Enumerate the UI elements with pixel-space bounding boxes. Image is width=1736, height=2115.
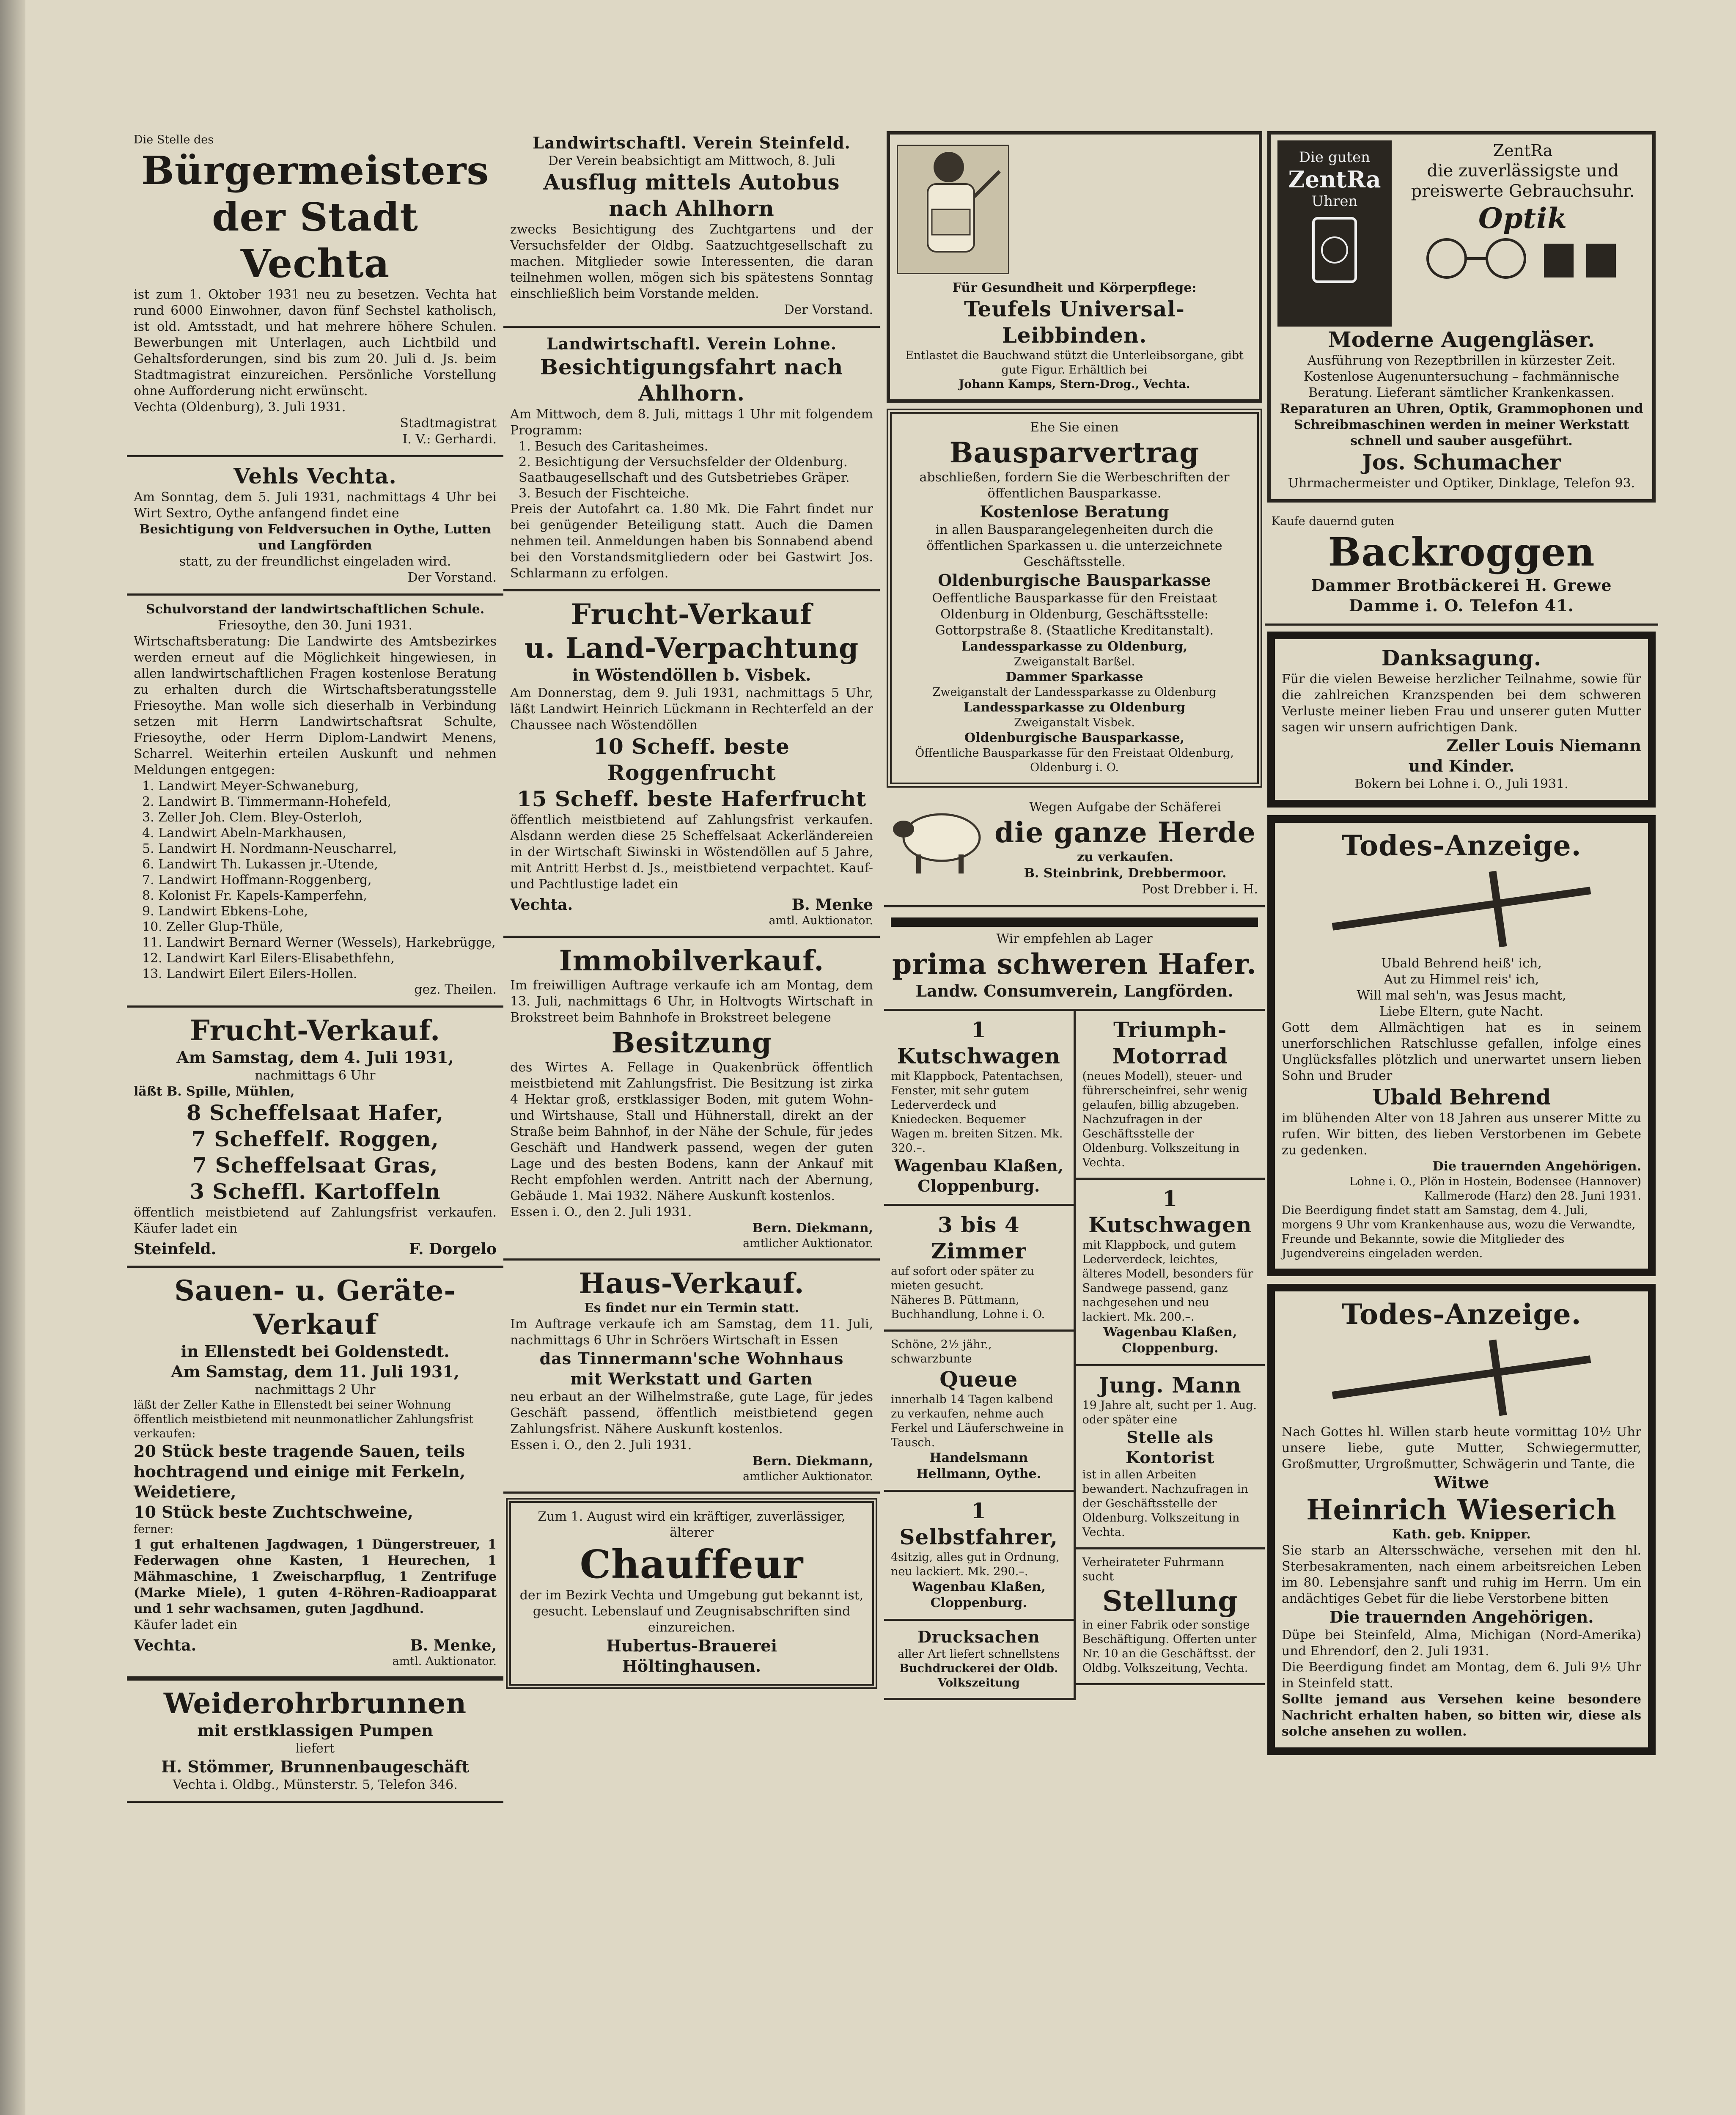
ad-title: Backroggen [1328,529,1595,575]
ad-title: Stellung [1102,1585,1238,1618]
ad-schulvorstand [127,596,503,1008]
ad-body: öffentlich meistbietend auf Zahlungsfrist verkaufen. Käufer ladet ein [134,1205,497,1236]
ad-firm: Wagenbau Klaßen, Cloppenburg. [894,1156,1063,1195]
glasses-icon [1400,235,1637,282]
ad-backroggen [1265,508,1658,626]
ad-signature-row [510,896,873,914]
ad-date: Am Samstag, dem 11. Juli 1931, [170,1362,459,1381]
ad-zimmer [884,1206,1074,1332]
ad-title: Frucht-Verkauf [571,598,813,631]
ad-pretitle: Ehe Sie einen [1030,420,1119,435]
ad-body: ist zum 1. Oktober 1931 neu zu besetzen. Vechta hat rund 6000 Einwohner, davon fünf Sechstel katholisch, ist old. Amtsstadt, und hat mehrere höhere Schulen. Bewerbungen mit Unterlagen, auch Lichtbild und Gehaltsforderungen, sind bis zum 20. Juli d. Js. beim Stadtmagistrat einzureichen. Persönliche Vorstellung ohne Aufforderung nicht erwünscht. [134,287,497,398]
list-item: 9. Landwirt Ebkens-Lohe, [142,904,308,919]
ad-body: Zweiganstalt der Landessparkasse zu Oldenburg [932,686,1217,699]
optik-logo: Optik [1478,202,1567,235]
ad-subtitle: zu verkaufen. [1077,850,1173,865]
ad-body: Reparaturen an Uhren, Optik, Grammophonen und Schreibmaschinen werden in meiner Werkstatt schnell und sauber ausgeführt. [1280,401,1643,448]
ad-pretitle: Kaufe dauernd guten [1272,515,1395,528]
ad-title: prima schweren Hafer. [892,948,1257,981]
poem-line: Ubald Behrend heiß' ich, [1381,956,1542,971]
deceased-name: Heinrich Wieserich [1306,1493,1617,1526]
zentra-header [1277,140,1645,327]
ad-wostendollen [503,591,880,938]
ad-dateline: Friesoythe, den 30. Juni 1931. [218,618,412,633]
ad-headline: mit Werkstatt und Garten [570,1369,813,1388]
ad-body: der im Bezirk Vechta und Umgebung gut bekannt ist, gesucht. Lebenslauf und Zeugnisabschriften sind einzureichen. [519,1588,864,1635]
ad-body: 19 Jahre alt, sucht per 1. Aug. oder später eine [1082,1399,1257,1426]
ad-body: öffentlich meistbietend auf Zahlungsfrist verkaufen. Alsdann werden diese 25 Scheffelsaat Ackerländereien in der Wirtschaft Siwinski in Wöstendöllen auf 5 Jahre, mit Antritt Herbst d. Js., meistbietend verpachtet. Kauf- und Pachtlustige ladet ein [510,813,873,892]
ad-title: Haus-Verkauf. [579,1267,805,1300]
ad-time: nachmittags 6 Uhr [255,1068,376,1083]
ad-queue [884,1332,1074,1492]
ad-signature: F. Dorgelo [409,1240,497,1258]
ad-pretitle: Schöne, 2½ jähr., schwarzbunte [891,1338,992,1365]
ad-signature: I. V.: Gerhardi. [402,432,497,447]
ad-title: Vehls Vechta. [233,464,397,489]
ad-body: Witwe [1434,1473,1489,1492]
ad-firm: Dammer Brotbäckerei H. Grewe [1311,576,1612,595]
ad-body: Sollte jemand aus Versehen keine besondere Nachricht erhalten haben, so bitten wir, diese als solche ansehen zu wollen. [1282,1692,1641,1739]
ad-title: Bürgermeisters [141,148,489,193]
ad-signature: und Kinder. [1408,756,1515,775]
ad-signature-row [134,1240,497,1258]
ad-body: abschließen, fordern Sie die Werbeschriften der öffentlichen Bausparkasse. [919,470,1230,501]
ad-kutschwagen-2 [1076,1180,1265,1366]
ad-item: 8 Scheffelsaat Hafer, [186,1100,444,1125]
list-item: 10. Zeller Glup-Thüle, [142,920,283,934]
ad-body: läßt der Zeller Kathe in Ellenstedt bei seiner Wohnung öffentlich meistbietend mit neunmonatlicher Zahlungsfrist verkaufen: [134,1398,474,1440]
ad-herde [884,794,1265,907]
ad-chauffeur [506,1498,877,1689]
ad-body: Preis der Autofahrt ca. 1.80 Mk. Die Fahrt findet nur bei genügender Beteiligung statt. Auch die Damen nehmen teil. Anmeldungen haben bis Sonnabend abend bei den Vorstandsmitgliedern oder bei Gastwirt Jos. Schlarmann zu erfolgen. [510,502,873,581]
ad-fruchtverkauf [127,1008,503,1268]
ad-triumph [1076,1011,1265,1180]
ad-title: Drucksachen [917,1627,1040,1646]
ad-signature: amtlicher Auktionator. [743,1470,873,1483]
ad-headline: Stelle als Kontorist [1126,1428,1215,1467]
ad-title: Chauffeur [580,1541,804,1587]
ad-title: Weiderohrbrunnen [163,1687,467,1720]
ad-sauen [127,1268,503,1678]
ad-subtitle: Es findet nur ein Termin statt. [584,1301,799,1316]
ad-body: Der Verein beabsichtigt am Mittwoch, 8. Juli [548,154,835,168]
ad-body: Am Mittwoch, dem 8. Juli, mittags 1 Uhr mit folgendem Programm: [510,407,873,438]
ad-jungmann [1076,1366,1265,1549]
list-item: 5. Landwirt H. Nordmann-Neuscharrel, [142,841,397,856]
ad-time: nachmittags 2 Uhr [255,1382,376,1397]
divider [891,917,1258,927]
woman-illustration [897,145,1009,274]
ad-body: Zweiganstalt Visbek. [1014,716,1135,729]
ad-signature: Der Vorstand. [407,570,497,585]
ad-title: 1 Kutschwagen [1088,1186,1252,1237]
list-item: 1. Landwirt Meyer-Schwaneburg, [142,779,359,794]
logo-text: ZentRa [1288,166,1381,193]
list-item: 8. Kolonist Fr. Kapels-Kamperfehn, [142,888,367,903]
ad-body: Nach Gottes hl. Willen starb heute vormittag 10½ Uhr unsere liebe, gute Mutter, Schwiegermutter, Großmutter, Urgroßmutter, Schwägerin und Tante, die [1282,1425,1641,1472]
list-item: 6. Landwirt Th. Lukassen jr.-Utende, [142,857,378,872]
ad-headline: Kostenlose Beratung [980,502,1169,521]
ad-firm: Höltinghausen. [622,1656,761,1676]
ad-headline: Moderne Augengläser. [1328,327,1595,352]
ad-pretitle: Für Gesundheit und Körperpflege: [952,280,1197,295]
ad-signature: Bern. Diekmann, [752,1454,873,1469]
ad-signature: Die trauernden Angehörigen. [1329,1607,1594,1626]
ad-item: 7 Scheffelsaat Gras, [192,1153,438,1178]
ad-body: Käufer ladet ein [134,1618,238,1632]
ad-signature: Zeller Louis Niemann [1446,736,1641,755]
ad-signature: Stadtmagistrat [400,416,497,431]
watch-icon [1301,210,1368,294]
ad-body: Sie starb an Altersschwäche, versehen mit den hl. Sterbesakramenten, nach einem arbeitsreichen Leben im 80. Lebensjahre sanft und ruhig im Herrn. Um ein andächtiges Gebet für die liebe Verstorbene bitten [1282,1543,1641,1606]
ad-tagline: preiswerte Gebrauchsuhr. [1411,181,1635,201]
ad-signature: B. Menke, [410,1637,497,1654]
ad-title: Todes-Anzeige. [1341,1298,1582,1331]
program-list [510,439,873,501]
ad-firm: Jos. Schumacher [1362,450,1561,475]
ad-kutschwagen [884,1011,1074,1206]
ad-place: in Wöstendöllen b. Visbek. [572,665,811,684]
ad-firm: Wagenbau Klaßen, Cloppenburg. [1103,1325,1237,1356]
ad-title: Triumph-Motorrad [1112,1017,1228,1068]
ad-title: Queue [939,1367,1018,1392]
ad-body: Zum 1. August wird ein kräftiger, zuverlässiger, älterer [538,1509,846,1540]
page-binding-edge [0,0,25,2115]
ad-body: zwecks Besichtigung des Zuchtgartens und der Versuchsfelder der Oldbg. Saatzuchtgesellschaft zu machen. Mitglieder sowie Interessenten, die daran teilnehmen wollen, mögen sich bis spätestens Sonntag einschließlich beim Vorstande melden. [510,222,873,301]
ad-title: 1 Selbstfahrer, [899,1498,1058,1549]
column-1 [127,127,503,1803]
ad-signature: amtl. Auktionator. [769,914,873,927]
ad-body: mit Klappbock, und gutem Lederverdeck, leichtes, älteres Modell, besonders für Sandwege passend, ganz nachgesehen und neu lackiert. Mk. 200.–. [1082,1239,1253,1324]
ad-body: Im freiwilligen Auftrage verkaufe ich am Montag, dem 13. Juli, nachmittags 6 Uhr, in Holtvogts Wirtschaft in Brokstreet beim Bahnhofe in Brokstreet belegene [510,978,873,1025]
list-item: 4. Landwirt Abeln-Markhausen, [142,826,347,841]
herde-layout [891,799,1258,898]
ad-hafer [884,907,1265,1011]
ad-item: 10 Stück beste Zuchtschweine, [134,1502,413,1522]
ad-dateline: Lohne i. O., Plön in Hostein, Bodensee (Hannover) Kallmerode (Harz) den 28. Juni 1931. [1349,1175,1641,1203]
ad-dateline: Bokern bei Lohne i. O., Juli 1931. [1354,777,1568,791]
ad-item: 15 Scheff. beste Haferfrucht [516,786,867,811]
ad-headline: das Tinnermann'sche Wohnhaus [539,1349,844,1368]
ad-headline: Besichtigung von Feldversuchen in Oythe, Lutten und Langförden [139,522,491,553]
ad-address: Post Drebber i. H. [1142,882,1258,897]
ad-date: Am Samstag, dem 4. Juli 1931, [176,1048,454,1067]
ad-body: im blühenden Alter von 18 Jahren aus unserer Mitte zu rufen. Wir bitten, des lieben Verstorbenen im Gebete zu gedenken. [1282,1111,1641,1158]
ad-hausverkauf [503,1261,880,1494]
column-2 [503,127,880,1695]
ad-firm: Johann Kamps, Stern-Drog., Vechta. [959,378,1190,391]
ad-subtitle: mit erstklassigen Pumpen [197,1721,433,1740]
ad-signature-row [134,1637,497,1654]
ad-verein-steinfeld [503,127,880,328]
ad-place: Vechta. [510,896,573,914]
ad-address: Uhrmachermeister und Optiker, Dinklage, Telefon 93. [1288,476,1635,491]
ad-body: in allen Bausparangelegenheiten durch die öffentlichen Sparkassen u. die unterzeichnete Geschäftsstelle. [926,522,1222,569]
ad-dateline: Vechta (Oldenburg), 3. Juli 1931. [134,400,346,415]
ad-pretitle: Verheirateter Fuhrmann sucht [1082,1556,1224,1583]
ad-firm: Buchdruckerei der Oldb. Volkszeitung [899,1662,1058,1689]
list-item: 2. Landwirt B. Timmermann-Hohefeld, [142,794,392,809]
ad-body: Näheres B. Püttmann, Buchhandlung, Lohne i. O. [891,1294,1045,1321]
ad-body: in einer Fabrik oder sonstige Beschäftigung. Offerten unter Nr. 10 an die Geschäftsst. der Oldbg. Volkszeitung, Vechta. [1082,1618,1257,1675]
ad-body: Öffentliche Bausparkasse für den Freistaat Oldenburg, Oldenburg i. O. [915,747,1234,774]
ad-signature: amtlicher Auktionator. [743,1237,873,1250]
logo-text: Uhren [1311,193,1358,210]
ad-body: neu erbaut an der Wilhelmstraße, gute Lage, für jedes Geschäft passend, öffentlich meistbietend gegen Zahlungsfrist. Nähere Auskunft kostenlos. [510,1390,873,1437]
ad-teufels [887,131,1262,403]
ad-body: (neues Modell), steuer- und führerscheinfrei, sehr wenig gelaufen, billig abzugeben. Nachzufragen in der Geschäftsstelle der Oldenburg. Volkszeitung in Vechta. [1082,1070,1248,1169]
ad-body: mit Klappbock, Patentachsen, Fenster, mit sehr gutem Lederverdeck und Kniedecken. Bequemer Wagen m. breiten Sitzen. Mk. 320.–. [891,1070,1063,1155]
list-item: 7. Landwirt Hoffmann-Roggenberg, [142,873,372,887]
ad-body: auf sofort oder später zu mieten gesucht. [891,1265,1034,1292]
ad-body: Im Auftrage verkaufe ich am Samstag, dem 11. Juli, nachmittags 6 Uhr in Schröers Wirtschaft in Essen [510,1317,873,1348]
ad-drucksachen [884,1621,1074,1700]
ad-title: Verkauf [253,1308,377,1341]
ad-firm: Wagenbau Klaßen, Cloppenburg. [912,1579,1046,1610]
ad-title: Teufels Universal-Leibbinden. [964,297,1185,348]
ad-place: Steinfeld. [134,1240,217,1258]
ad-body: innerhalb 14 Tagen kalbend zu verkaufen, nehme auch Ferkel und Läuferschweine in Tausch. [891,1393,1064,1449]
ad-firm: Landw. Consumverein, Langförden. [915,981,1233,1000]
ad-todesanzeige-2 [1267,1284,1656,1755]
ad-body: liefert [295,1741,335,1756]
ad-body: Zweiganstalt Barßel. [1014,655,1135,668]
ad-firm: Handelsmann Hellmann, Oythe. [916,1450,1041,1481]
list-item: 13. Landwirt Eilert Eilers-Hollen. [142,967,357,981]
logo-text: Die guten [1299,149,1371,166]
ad-signature: amtl. Auktionator. [392,1655,497,1668]
ad-stellung [1076,1549,1265,1685]
ad-body: 1 gut erhaltenen Jagdwagen, 1 Düngerstreuer, 1 Federwagen ohne Kasten, 1 Heurechen, 1 Mähmaschine, 1 Zweischarpflug, 1 Zentrifuge (Marke Miele), 1 guten 4-Röhren-Radioapparat und 1 sehr wachsamen, guten Jagdhund. [134,1537,497,1616]
small-ads-grid [884,1011,1265,1700]
ad-body: ferner: [134,1523,174,1536]
ad-body: aller Art liefert schnellstens [898,1648,1060,1661]
small-ads-left [884,1011,1076,1700]
ad-place: läßt B. Spille, Mühlen, [134,1084,295,1099]
ad-zentra [1267,131,1656,503]
list-item: 3. Besuch der Fischteiche. [519,486,689,501]
ad-org: Oldenburgische Bausparkasse, [964,731,1185,745]
ad-body: 4sitzig, alles gut in Ordnung, neu lackiert. Mk. 290.–. [891,1551,1060,1578]
ad-title: Frucht-Verkauf. [190,1014,441,1047]
ad-org: Dammer Sparkasse [1005,670,1143,684]
ad-item: 20 Stück beste tragende Sauen, teils hochtragend und einige mit Ferkeln, Weidetiere, [134,1442,466,1501]
farmer-list [134,778,497,982]
ad-signature: B. Menke [791,896,873,914]
sheep-illustration [891,799,992,876]
cross-icon [1299,1335,1624,1420]
ad-address: Damme i. O. Telefon 41. [1349,596,1574,615]
poem-line: Liebe Eltern, gute Nacht. [1379,1004,1544,1019]
ad-title: Jung. Mann [1099,1373,1242,1398]
ad-signature: gez. Theilen. [414,982,497,997]
ad-title: 3 bis 4 Zimmer [931,1212,1027,1264]
ad-vehls [127,457,503,596]
ad-body: Oeffentliche Bausparkasse für den Freistaat Oldenburg in Oldenburg, Geschäftsstelle: Gottorpstraße 8. (Staatliche Kreditanstalt). [932,591,1217,638]
ad-body: des Wirtes A. Fellage in Quakenbrück öffentlich meistbietend mit Zahlungsfrist. Die Besitzung ist zirka 4 Hektar groß, erstklassiger Boden, mit gutem Wohn- und Wirtshause, Stall und Hühnerstall, direkt an der Straße beim Bahnhof, in der Nähe der Schule, für jedes Geschäft und Handwerk passend, wegen der guten Lage und des besten Bodens, kann der Ankauf mit Recht empfohlen werden. Antritt nach der Abernung, Gebäude 1. Mai 1932. Nähere Auskunft kostenlos. [510,1060,873,1203]
poem-line: Aut zu Himmel reis' ich, [1384,972,1539,987]
ad-immobilverkauf [503,938,880,1261]
ad-dateline: Essen i. O., den 2. Juli 1931. [510,1438,692,1453]
ad-dateline: Düpe bei Steinfeld, Alma, Michigan (Nord-Amerika) und Ehrendorf, den 2. Juli 1931. [1282,1628,1641,1659]
ad-item: 10 Scheff. beste Roggenfrucht [593,734,790,785]
ad-title: Bausparvertrag [949,436,1200,469]
ad-title: Schulvorstand der landwirtschaftlichen Schule. [146,602,485,617]
deceased-name: Ubald Behrend [1372,1085,1551,1110]
cross-icon [1299,867,1624,951]
ad-body: Gott dem Allmächtigen hat es in seinem unerforschlichen Ratschlusse gefallen, infolge eines Unglücksfalles plötzlich und unerwartet unsern lieben Sohn und Bruder [1282,1020,1641,1083]
ad-headline: Ausflug mittels Autobus [543,170,840,195]
ad-body: Am Sonntag, dem 5. Juli 1931, nachmittags 4 Uhr bei Wirt Sextro, Oythe anfangend findet eine [134,490,497,521]
ad-pretitle: Wir empfehlen ab Lager [996,931,1153,946]
ad-title: 1 Kutschwagen [897,1017,1060,1068]
list-item: 12. Landwirt Karl Eilers-Elisabethfehn, [142,951,395,966]
ad-weiderohr [127,1678,503,1803]
ad-selbstfahrer [884,1492,1074,1621]
ad-place: in Ellenstedt bei Goldenstedt. [181,1342,450,1361]
ad-todesanzeige-1 [1267,815,1656,1276]
ad-signature: Die trauernden Angehörigen. [1432,1159,1641,1174]
ad-signature: Bern. Diekmann, [752,1221,873,1236]
ad-firm: B. Steinbrink, Drebbermoor. [1024,866,1227,881]
ad-title: Landwirtschaftl. Verein Lohne. [546,334,837,353]
ad-bausparvertrag [887,409,1262,788]
ad-body: Ausführung von Rezeptbrillen in kürzester Zeit. Kostenlose Augenuntersuchung – fachmännische Beratung. Lieferant sämtlicher Krankenkassen. [1303,353,1620,400]
ad-body: Entlastet die Bauchwand stützt die Unterleibsorgane, gibt gute Figur. Erhältlich bei [905,349,1244,376]
ad-pretitle: Wegen Aufgabe der Schäferei [1029,800,1221,815]
list-item: 1. Besuch des Caritasheimes. [519,439,709,454]
list-item: 11. Landwirt Bernard Werner (Wessels), Harkebrügge, [142,935,496,950]
ad-title: Landwirtschaftl. Verein Steinfeld. [533,133,851,152]
ad-title: Immobilverkauf. [559,944,824,977]
ad-body: Die Beerdigung findet statt am Samstag, dem 4. Juli, morgens 9 Uhr vom Krankenhause aus, wozu die Verwandte, Freunde und Bekannte, sowie die Mitglieder des Jugendvereins eingeladen werden. [1282,1204,1636,1260]
list-item: 2. Besichtigung der Versuchsfelder der Oldenburg. Saatbaugesellschaft und des Gutsbetriebes Gräper. [519,455,850,485]
ad-body: ist in allen Arbeiten bewandert. Nachzufragen in der Geschäftsstelle der Oldenburg. Volkszeitung in Vechta. [1082,1468,1248,1539]
ad-title: Sauen- u. Geräte- [174,1274,456,1307]
column-4 [1265,127,1658,1763]
ad-title: der Stadt Vechta [212,194,418,286]
poem-line: Will mal seh'n, was Jesus macht, [1357,988,1566,1003]
ad-body: Wirtschaftsberatung: Die Landwirte des Amtsbezirkes werden erneut auf die Möglichkeit hingewiesen, in allen landwirtschaftlichen Fragen kostenlose Beratung zu erhalten durch die Wirtschaftsberatungsstelle Friesoythe. Man wolle sich dieserhalb in Verbindung setzen mit Herrn Landwirtschaftsrat Schulte, Friesoythe, oder Herrn Diplom-Landwirt Menens, Scharrel. Weiterhin erteilen Auskunft und nehmen Meldungen entgegen: [134,634,497,777]
ad-danksagung [1267,632,1656,808]
ad-item: 3 Scheffl. Kartoffeln [190,1179,441,1204]
zentra-logo [1277,140,1392,327]
brand-name: ZentRa [1493,141,1553,160]
ad-headline: nach Ahlhorn [609,196,775,221]
ad-verein-lohne [503,328,880,591]
ad-org: Landessparkasse zu Oldenburg [963,700,1186,715]
ad-body: Die Beerdigung findet am Montag, dem 6. Juli 9½ Uhr in Steinfeld statt. [1282,1660,1641,1691]
ad-body: statt, zu der freundlichst eingeladen wird. [179,554,451,569]
ad-item: 7 Scheffelf. Roggen, [191,1126,439,1151]
ad-title: u. Land-Verpachtung [524,632,859,665]
column-3 [884,127,1265,1700]
list-item: 3. Zeller Joh. Clem. Bley-Osterloh, [142,810,363,825]
ad-headline: Besichtigungsfahrt nach Ahlhorn. [540,354,843,406]
ad-title: Todes-Anzeige. [1341,829,1582,862]
ad-place: Vechta. [134,1637,197,1654]
ad-body: Am Donnerstag, dem 9. Juli 1931, nachmittags 5 Uhr, läßt Landwirt Heinrich Lückmann in Rechterfeld an der Chaussee nach Wöstendöllen [510,686,873,733]
ad-pretitle: Die Stelle des [134,133,214,146]
ad-firm: Hubertus-Brauerei [606,1636,777,1655]
small-ads-right [1076,1011,1265,1700]
ad-org: Oldenburgische Bausparkasse [938,571,1211,590]
ad-buergermeister [127,127,503,457]
ad-title: Danksagung. [1381,645,1542,670]
ad-firm: H. Stömmer, Brunnenbaugeschäft [161,1757,470,1776]
ad-signature: Der Vorstand. [784,302,873,317]
ad-org: Landessparkasse zu Oldenburg, [961,639,1188,654]
ad-address: Vechta i. Oldbg., Münsterstr. 5, Telefon 346. [173,1777,458,1792]
ad-headline: Besitzung [611,1026,772,1059]
ad-dateline: Essen i. O., den 2. Juli 1931. [510,1205,692,1220]
ad-title: die ganze Herde [994,816,1256,849]
ad-body: Kath. geb. Knipper. [1392,1527,1531,1542]
ad-body: Für die vielen Beweise herzlicher Teilnahme, sowie für die zahlreichen Kranzspenden bei dem schweren Verluste meiner lieben Frau und unserer guten Mutter sagen wir unsern aufrichtigen Dank. [1282,672,1641,735]
ad-tagline: die zuverlässigste und [1427,161,1619,181]
